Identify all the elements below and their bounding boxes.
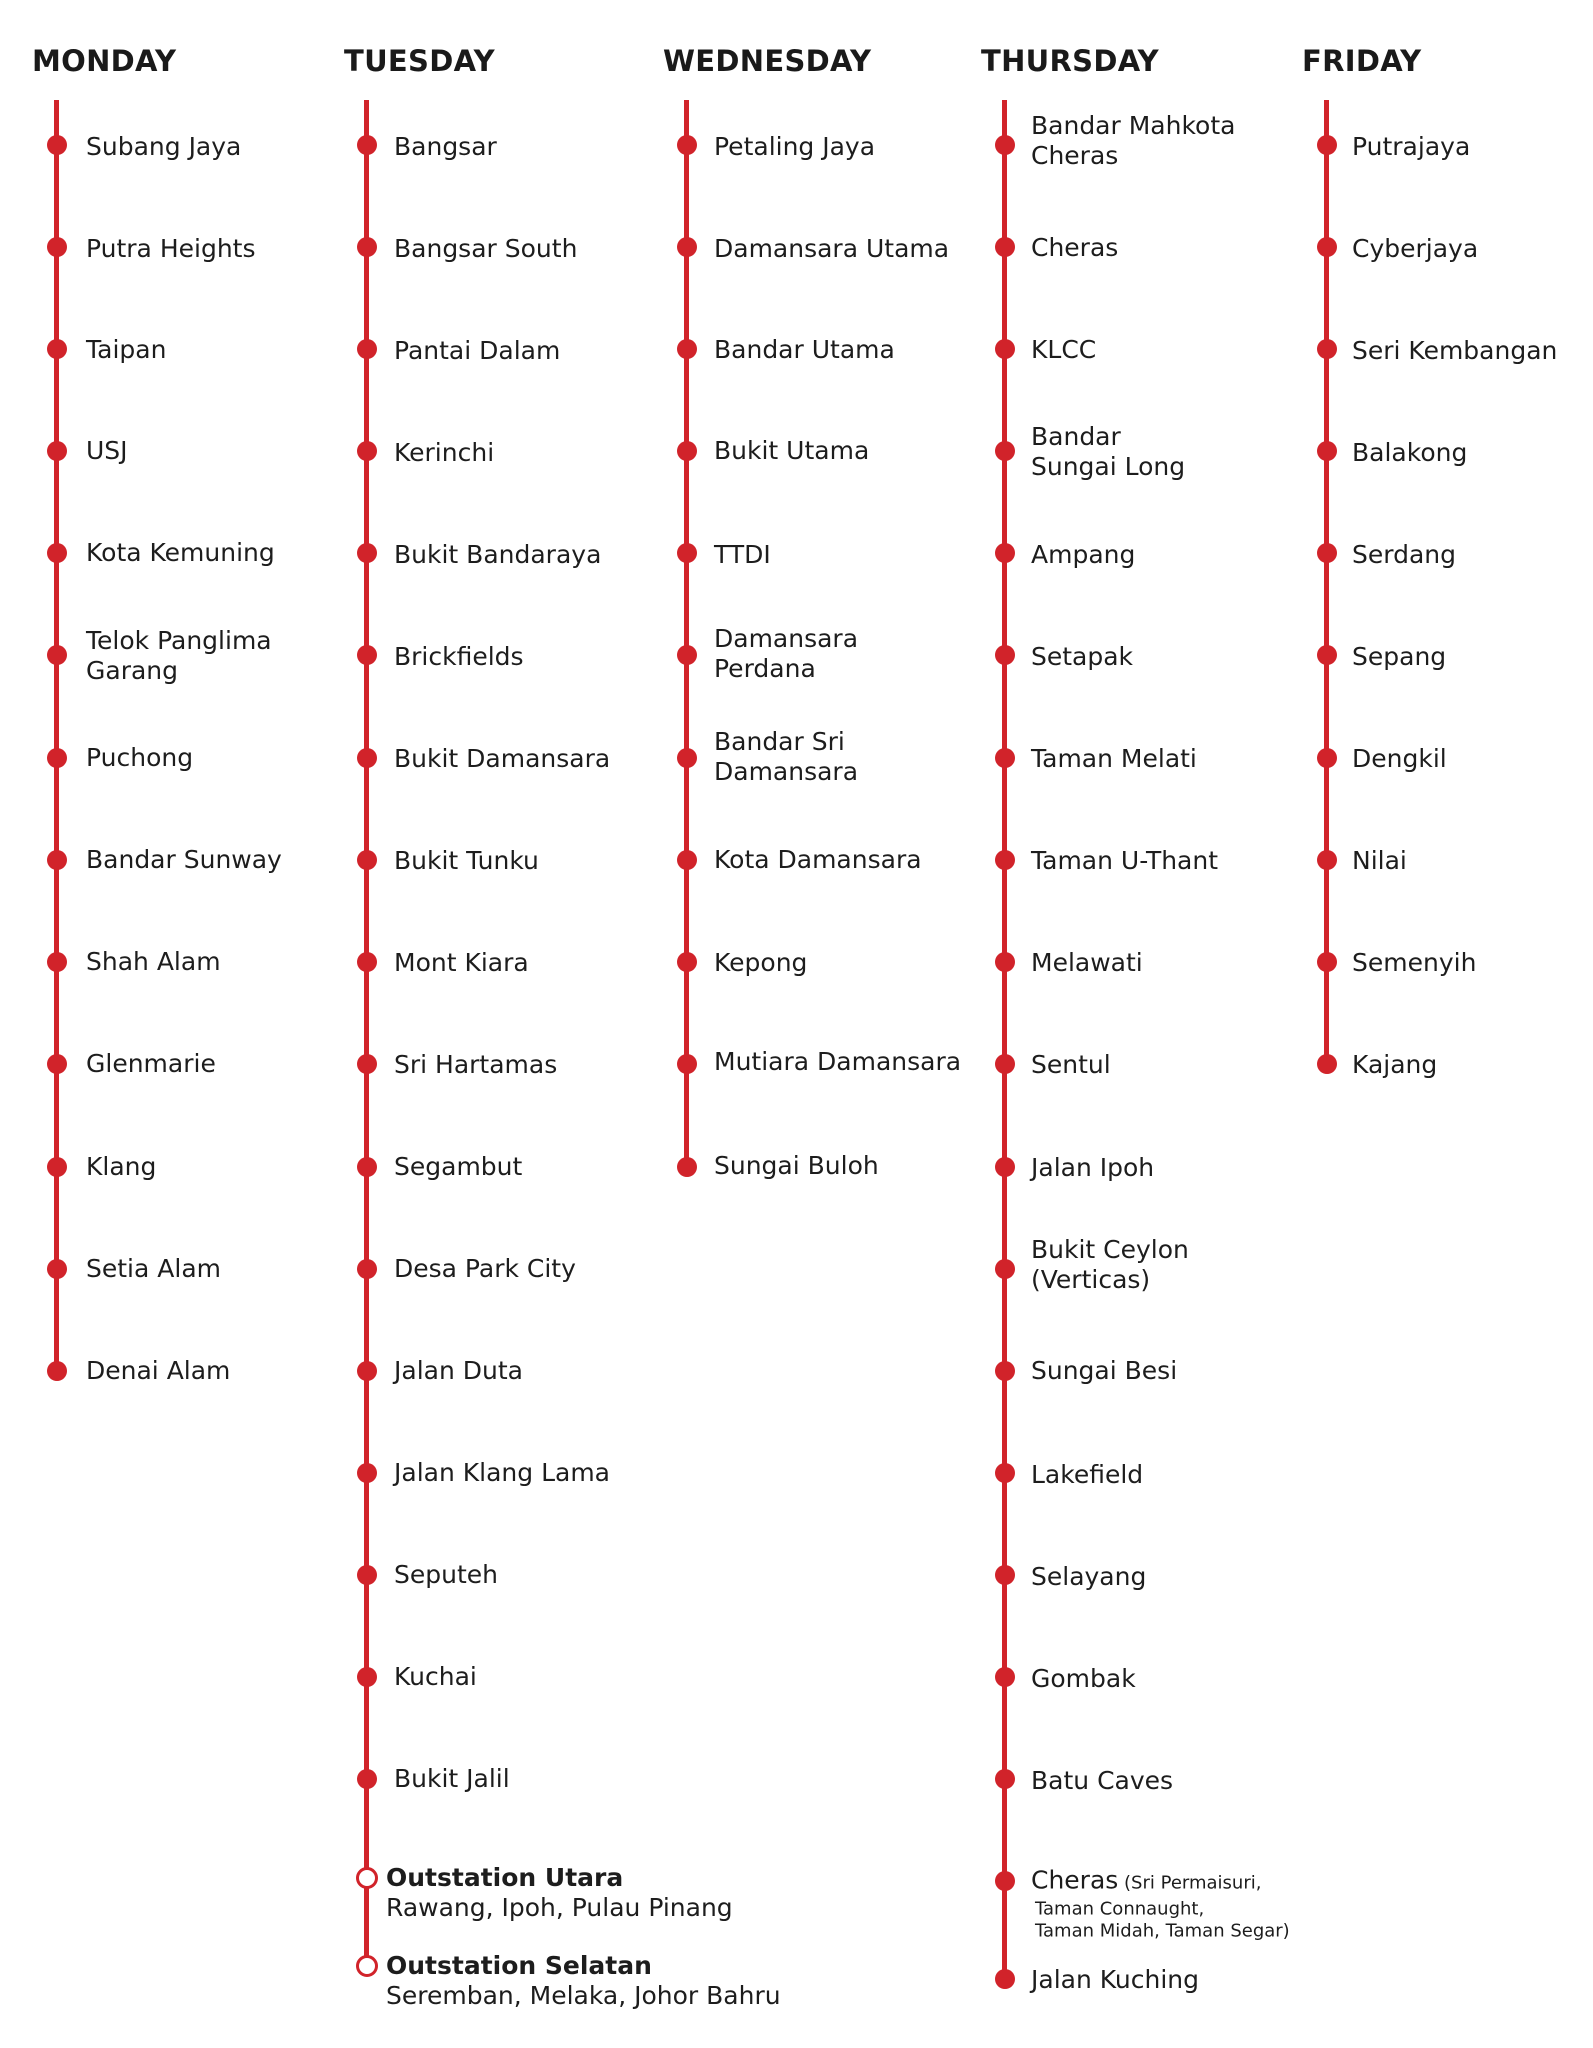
- stop-marker: [995, 1054, 1015, 1074]
- stop-marker: [357, 339, 377, 359]
- stop-label: Subang Jaya: [86, 132, 242, 161]
- stop-label: Kuchai: [394, 1662, 477, 1691]
- stop-label: Telok Panglima: [86, 626, 272, 655]
- stop-marker: [995, 1361, 1015, 1381]
- stop-label: Kerinchi: [394, 438, 495, 467]
- stop-marker: [995, 543, 1015, 563]
- stop-marker: [1317, 850, 1337, 870]
- stop-marker: [677, 339, 697, 359]
- stop-label: Sungai Buloh: [714, 1151, 879, 1180]
- stop-marker: [47, 645, 67, 665]
- stop-label: Ampang: [1031, 540, 1136, 569]
- stop-label: Sri Hartamas: [394, 1050, 558, 1079]
- stop-label: Kajang: [1352, 1050, 1438, 1079]
- stop-label: Lakefield: [1031, 1460, 1144, 1489]
- stop-marker: [357, 850, 377, 870]
- stop-label-detail: Taman Midah, Taman Segar): [1035, 1920, 1290, 1942]
- stop-label: Bangsar South: [394, 234, 578, 263]
- stop-marker: [1317, 952, 1337, 972]
- stop-label: Gombak: [1031, 1664, 1136, 1693]
- stop-label: Bukit Damansara: [394, 744, 611, 773]
- outstation-places: Rawang, Ipoh, Pulau Pinang: [386, 1893, 733, 1922]
- route-line: [1002, 100, 1007, 1980]
- stop-marker: [1317, 543, 1337, 563]
- stop-label: Serdang: [1352, 540, 1456, 569]
- stop-marker: [357, 1769, 377, 1789]
- stop-marker: [995, 1969, 1015, 1989]
- stop-marker: [357, 237, 377, 257]
- stop-label: Putra Heights: [86, 234, 256, 263]
- stop-label: USJ: [86, 436, 128, 465]
- stop-marker: [357, 748, 377, 768]
- stop-label: Petaling Jaya: [714, 132, 876, 161]
- stop-label: Balakong: [1352, 438, 1468, 467]
- stop-label: Jalan Duta: [394, 1356, 523, 1385]
- day-heading-monday: MONDAY: [32, 44, 177, 78]
- stop-marker: [1317, 135, 1337, 155]
- stop-marker: [677, 441, 697, 461]
- stop-marker: [995, 1769, 1015, 1789]
- stop-label-line2: Cheras: [1031, 141, 1119, 170]
- stop-marker: [357, 1667, 377, 1687]
- stop-label: Klang: [86, 1152, 157, 1181]
- stop-label-detail: Taman Connaught,: [1035, 1898, 1205, 1920]
- stop-label: Sentul: [1031, 1050, 1111, 1079]
- stop-label: Seputeh: [394, 1560, 498, 1589]
- stop-label: [1031, 1866, 1290, 1899]
- stop-marker: [995, 1463, 1015, 1483]
- stop-marker: [357, 135, 377, 155]
- stop-marker: [677, 1054, 697, 1074]
- stop-label: TTDI: [714, 540, 771, 569]
- stop-label: Batu Caves: [1031, 1766, 1174, 1795]
- stop-label: Mont Kiara: [394, 948, 529, 977]
- stop-marker: [357, 1463, 377, 1483]
- stop-label: Taipan: [86, 335, 167, 364]
- outstation-marker: [356, 1867, 378, 1889]
- stop-label: Seri Kembangan: [1352, 336, 1558, 365]
- stop-marker: [357, 1565, 377, 1585]
- stop-label: Brickfields: [394, 642, 524, 671]
- stop-marker: [677, 645, 697, 665]
- stop-marker: [677, 1157, 697, 1177]
- stop-label: Setapak: [1031, 642, 1134, 671]
- stop-label-main: Cheras: [1031, 1865, 1119, 1895]
- stop-label: Sepang: [1352, 642, 1447, 671]
- outstation-marker: [356, 1955, 378, 1977]
- stop-label: Jalan Klang Lama: [394, 1458, 610, 1487]
- stop-marker: [995, 135, 1015, 155]
- stop-label: Selayang: [1031, 1562, 1147, 1591]
- stop-label: Shah Alam: [86, 947, 221, 976]
- stop-marker: [357, 1259, 377, 1279]
- stop-label-detail: (Sri Permaisuri,: [1118, 1872, 1262, 1894]
- stop-marker: [47, 1259, 67, 1279]
- stop-marker: [47, 543, 67, 563]
- day-heading-wednesday: WEDNESDAY: [663, 44, 872, 78]
- stop-marker: [47, 135, 67, 155]
- stop-marker: [995, 441, 1015, 461]
- stop-marker: [1317, 748, 1337, 768]
- stop-label: Segambut: [394, 1152, 523, 1181]
- stop-marker: [47, 441, 67, 461]
- route-line: [684, 100, 689, 1165]
- stop-label: Kota Damansara: [714, 845, 922, 874]
- stop-marker: [995, 645, 1015, 665]
- day-heading-friday: FRIDAY: [1302, 44, 1422, 78]
- stop-label: Pantai Dalam: [394, 336, 561, 365]
- stop-label: Bukit Tunku: [394, 846, 539, 875]
- stop-marker: [995, 1667, 1015, 1687]
- stop-label: Bandar Utama: [714, 335, 895, 364]
- stop-marker: [47, 339, 67, 359]
- stop-label: Bandar Sunway: [86, 845, 282, 874]
- stop-label: Kota Kemuning: [86, 538, 275, 567]
- stop-label: Desa Park City: [394, 1254, 576, 1283]
- stop-marker: [995, 1565, 1015, 1585]
- stop-label: Bukit Bandaraya: [394, 540, 602, 569]
- stop-label: Puchong: [86, 743, 194, 772]
- stop-label: Melawati: [1031, 948, 1143, 977]
- stop-label: Cheras: [1031, 233, 1119, 262]
- day-heading-thursday: THURSDAY: [981, 44, 1159, 78]
- stop-marker: [677, 850, 697, 870]
- outstation-title: Outstation Selatan: [386, 1951, 652, 1980]
- stop-marker: [677, 952, 697, 972]
- stop-label: Glenmarie: [86, 1049, 216, 1078]
- stop-label: Taman Melati: [1031, 744, 1197, 773]
- stop-marker: [1317, 441, 1337, 461]
- stop-marker: [995, 1259, 1015, 1279]
- stop-marker: [357, 645, 377, 665]
- stop-label: KLCC: [1031, 335, 1097, 364]
- outstation-places: Seremban, Melaka, Johor Bahru: [386, 1981, 781, 2010]
- stop-marker: [47, 1054, 67, 1074]
- stop-marker: [995, 1157, 1015, 1177]
- route-line: [54, 100, 59, 1368]
- stop-marker: [47, 850, 67, 870]
- stop-marker: [995, 850, 1015, 870]
- day-heading-tuesday: TUESDAY: [344, 44, 495, 78]
- stop-label-line2: Garang: [86, 656, 179, 685]
- stop-marker: [995, 1871, 1015, 1891]
- stop-marker: [47, 748, 67, 768]
- stop-label: Bangsar: [394, 132, 497, 161]
- stop-label: Dengkil: [1352, 744, 1447, 773]
- stop-marker: [357, 543, 377, 563]
- stop-label: Denai Alam: [86, 1356, 231, 1385]
- stop-label: Bandar: [1031, 422, 1121, 451]
- stop-label-line2: Sungai Long: [1031, 452, 1186, 481]
- stop-label: Damansara Utama: [714, 234, 950, 263]
- stop-label: Jalan Ipoh: [1031, 1153, 1155, 1182]
- stop-label: Semenyih: [1352, 948, 1477, 977]
- stop-marker: [995, 952, 1015, 972]
- stop-marker: [357, 1054, 377, 1074]
- stop-marker: [357, 1361, 377, 1381]
- stop-label: Mutiara Damansara: [714, 1047, 962, 1076]
- stop-marker: [995, 748, 1015, 768]
- stop-marker: [47, 952, 67, 972]
- stop-label-line2: Damansara: [714, 757, 859, 786]
- stop-label: Bukit Jalil: [394, 1764, 510, 1793]
- stop-marker: [1317, 237, 1337, 257]
- stop-marker: [1317, 645, 1337, 665]
- stop-label: Kepong: [714, 948, 808, 977]
- stop-label: Damansara: [714, 624, 859, 653]
- stop-marker: [47, 237, 67, 257]
- stop-marker: [1317, 339, 1337, 359]
- stop-marker: [995, 237, 1015, 257]
- stop-marker: [357, 1157, 377, 1177]
- stop-marker: [677, 135, 697, 155]
- stop-label: Taman U-Thant: [1031, 846, 1219, 875]
- stop-marker: [1317, 1054, 1337, 1074]
- stop-marker: [47, 1157, 67, 1177]
- stop-marker: [357, 441, 377, 461]
- stop-label: Nilai: [1352, 846, 1407, 875]
- outstation-title: Outstation Utara: [386, 1863, 624, 1892]
- stop-marker: [677, 237, 697, 257]
- stop-label: Setia Alam: [86, 1254, 221, 1283]
- stop-marker: [995, 339, 1015, 359]
- stop-marker: [357, 952, 377, 972]
- stop-marker: [677, 748, 697, 768]
- stop-label: Jalan Kuching: [1031, 1965, 1199, 1994]
- stop-label-line2: Perdana: [714, 654, 816, 683]
- stop-label: Bandar Mahkota: [1031, 111, 1236, 140]
- stop-label: Cyberjaya: [1352, 234, 1479, 263]
- stop-label: Bukit Ceylon: [1031, 1235, 1189, 1264]
- stop-label: Bandar Sri: [714, 727, 845, 756]
- stop-label: Putrajaya: [1352, 132, 1471, 161]
- stop-label-line2: (Verticas): [1031, 1265, 1151, 1294]
- stop-marker: [47, 1361, 67, 1381]
- stop-marker: [677, 543, 697, 563]
- stop-label: Sungai Besi: [1031, 1356, 1178, 1385]
- stop-label: Bukit Utama: [714, 436, 870, 465]
